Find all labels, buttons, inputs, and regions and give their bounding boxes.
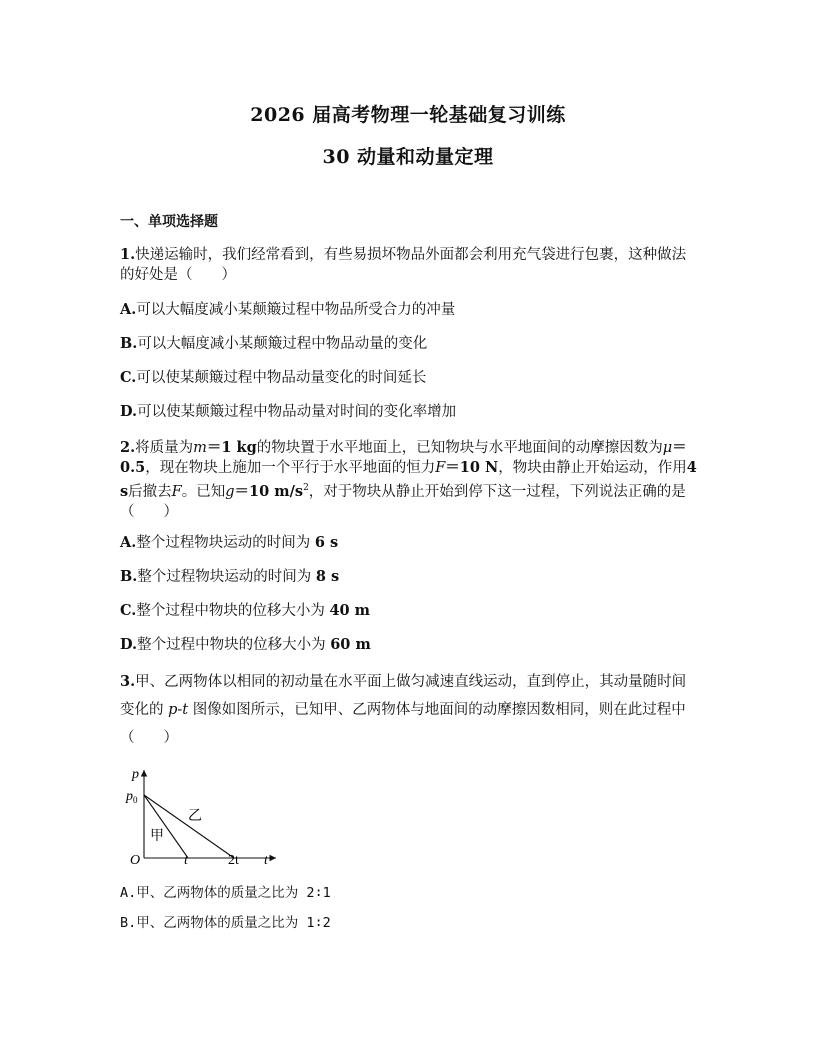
tick-t-label: t: [184, 853, 188, 868]
option-text: 甲、乙两物体的质量之比为 2∶1: [136, 885, 331, 901]
question-2: [120, 438, 700, 522]
text-part: 甲、乙两物体以相同的初动量在水平面上做匀减速直线运动，直到停止，其动量随时间变化的: [120, 674, 687, 718]
option-label: B.: [120, 335, 138, 352]
var-m: m: [193, 440, 207, 456]
option-text: 整个过程物块运动的时间为: [137, 569, 312, 585]
doc-subtitle: 30 动量和动量定理: [322, 146, 494, 168]
doc-title: 2026 届高考物理一轮基础复习训练: [250, 104, 566, 126]
question-3: [120, 668, 700, 752]
var-pt: p-t: [168, 702, 189, 718]
question-number: 3.: [120, 673, 136, 690]
q2-option-a: [120, 533, 338, 553]
option-value: 6 s: [314, 534, 339, 551]
p0-label: [125, 789, 138, 805]
text-part: 图像如图所示，已知甲、乙两物体与地面间的动摩擦因数相同，则在此过程中（ ）: [120, 702, 686, 746]
option-label: B.: [120, 568, 138, 585]
value-f: ＝10 N: [445, 459, 499, 476]
q2-option-c: [120, 601, 370, 621]
option-value: 60 m: [330, 636, 371, 653]
text-part: ，对于物块从静止开始到停下这一过程，下列说法正确的是（ ）: [120, 483, 686, 520]
p0-symbol: p: [126, 789, 133, 804]
p0-subscript: 0: [133, 795, 138, 805]
tick-2t-label: [228, 853, 239, 868]
question-number: 1.: [120, 246, 136, 263]
tick-2t-text: 2t: [228, 853, 239, 868]
option-text: 可以使某颠簸过程中物品动量对时间的变化率增加: [137, 404, 457, 420]
var-mu: μ: [662, 440, 673, 456]
text-part: 的物块置于水平地面上，已知物块与水平地面间的动摩擦因数为: [256, 440, 663, 456]
q3-option-b: [120, 913, 331, 933]
value-mu: ＝0.5: [120, 439, 687, 476]
option-value: 40 m: [329, 602, 371, 619]
option-label: A.: [120, 301, 137, 318]
x-axis-label: t: [264, 853, 268, 868]
label-yi: 乙: [188, 809, 202, 824]
y-axis-label: p: [132, 767, 139, 782]
question-text: 快递运输时，我们经常看到，有些易损坏物品外面都会利用充气袋进行包裹，这种做法的好处是（ ）: [120, 247, 687, 283]
section-heading: 一、单项选择题: [120, 214, 218, 230]
option-text: 甲、乙两物体的质量之比为 1∶2: [136, 915, 331, 931]
text-part: ，物块由静止开始运动，作用: [498, 460, 687, 476]
q1-option-a: [120, 300, 455, 320]
option-label: D.: [120, 636, 138, 653]
var-g: g: [225, 483, 235, 500]
option-label: C.: [120, 602, 137, 619]
line-yi: [144, 795, 234, 858]
label-jia: 甲: [150, 829, 164, 844]
q2-option-b: [120, 567, 339, 587]
value-t: 4 s: [120, 459, 697, 500]
option-label: A.: [120, 534, 137, 551]
option-label: B.: [120, 915, 137, 931]
option-text: 可以使某颠簸过程中物品动量变化的时间延长: [136, 370, 427, 386]
question-1: [120, 245, 700, 285]
value-m: ＝1 kg: [206, 439, 257, 456]
text-part: 后撤去: [128, 483, 172, 500]
option-label: D.: [120, 403, 138, 420]
option-value: 8 s: [315, 568, 340, 585]
option-text: 整个过程中物块的位移大小为: [136, 603, 325, 619]
momentum-time-graph: [110, 762, 290, 872]
q3-option-a: [120, 883, 331, 903]
exponent: 2: [303, 483, 309, 493]
var-f: F: [171, 483, 182, 500]
value-g: ＝10 m/s: [234, 482, 304, 500]
option-text: 整个过程中物块的位移大小为: [137, 637, 326, 653]
option-label: A.: [120, 885, 137, 901]
q1-option-c: [120, 368, 426, 388]
var-f: F: [435, 460, 446, 476]
line-jia: [144, 795, 188, 858]
text-part: 将质量为: [135, 440, 194, 456]
question-number: 2.: [120, 439, 136, 456]
q1-option-d: [120, 402, 456, 422]
option-text: 可以大幅度减小某颠簸过程中物品动量的变化: [137, 336, 428, 352]
option-label: C.: [120, 369, 137, 386]
option-text: 可以大幅度减小某颠簸过程中物品所受合力的冲量: [136, 302, 456, 318]
q1-option-b: [120, 334, 427, 354]
q2-option-d: [120, 635, 371, 655]
origin-label: O: [130, 853, 141, 868]
text-part: ，现在物块上施加一个平行于水平地面的恒力: [145, 460, 436, 476]
text-part: 。已知: [181, 483, 226, 500]
option-text: 整个过程物块运动的时间为: [136, 535, 311, 551]
